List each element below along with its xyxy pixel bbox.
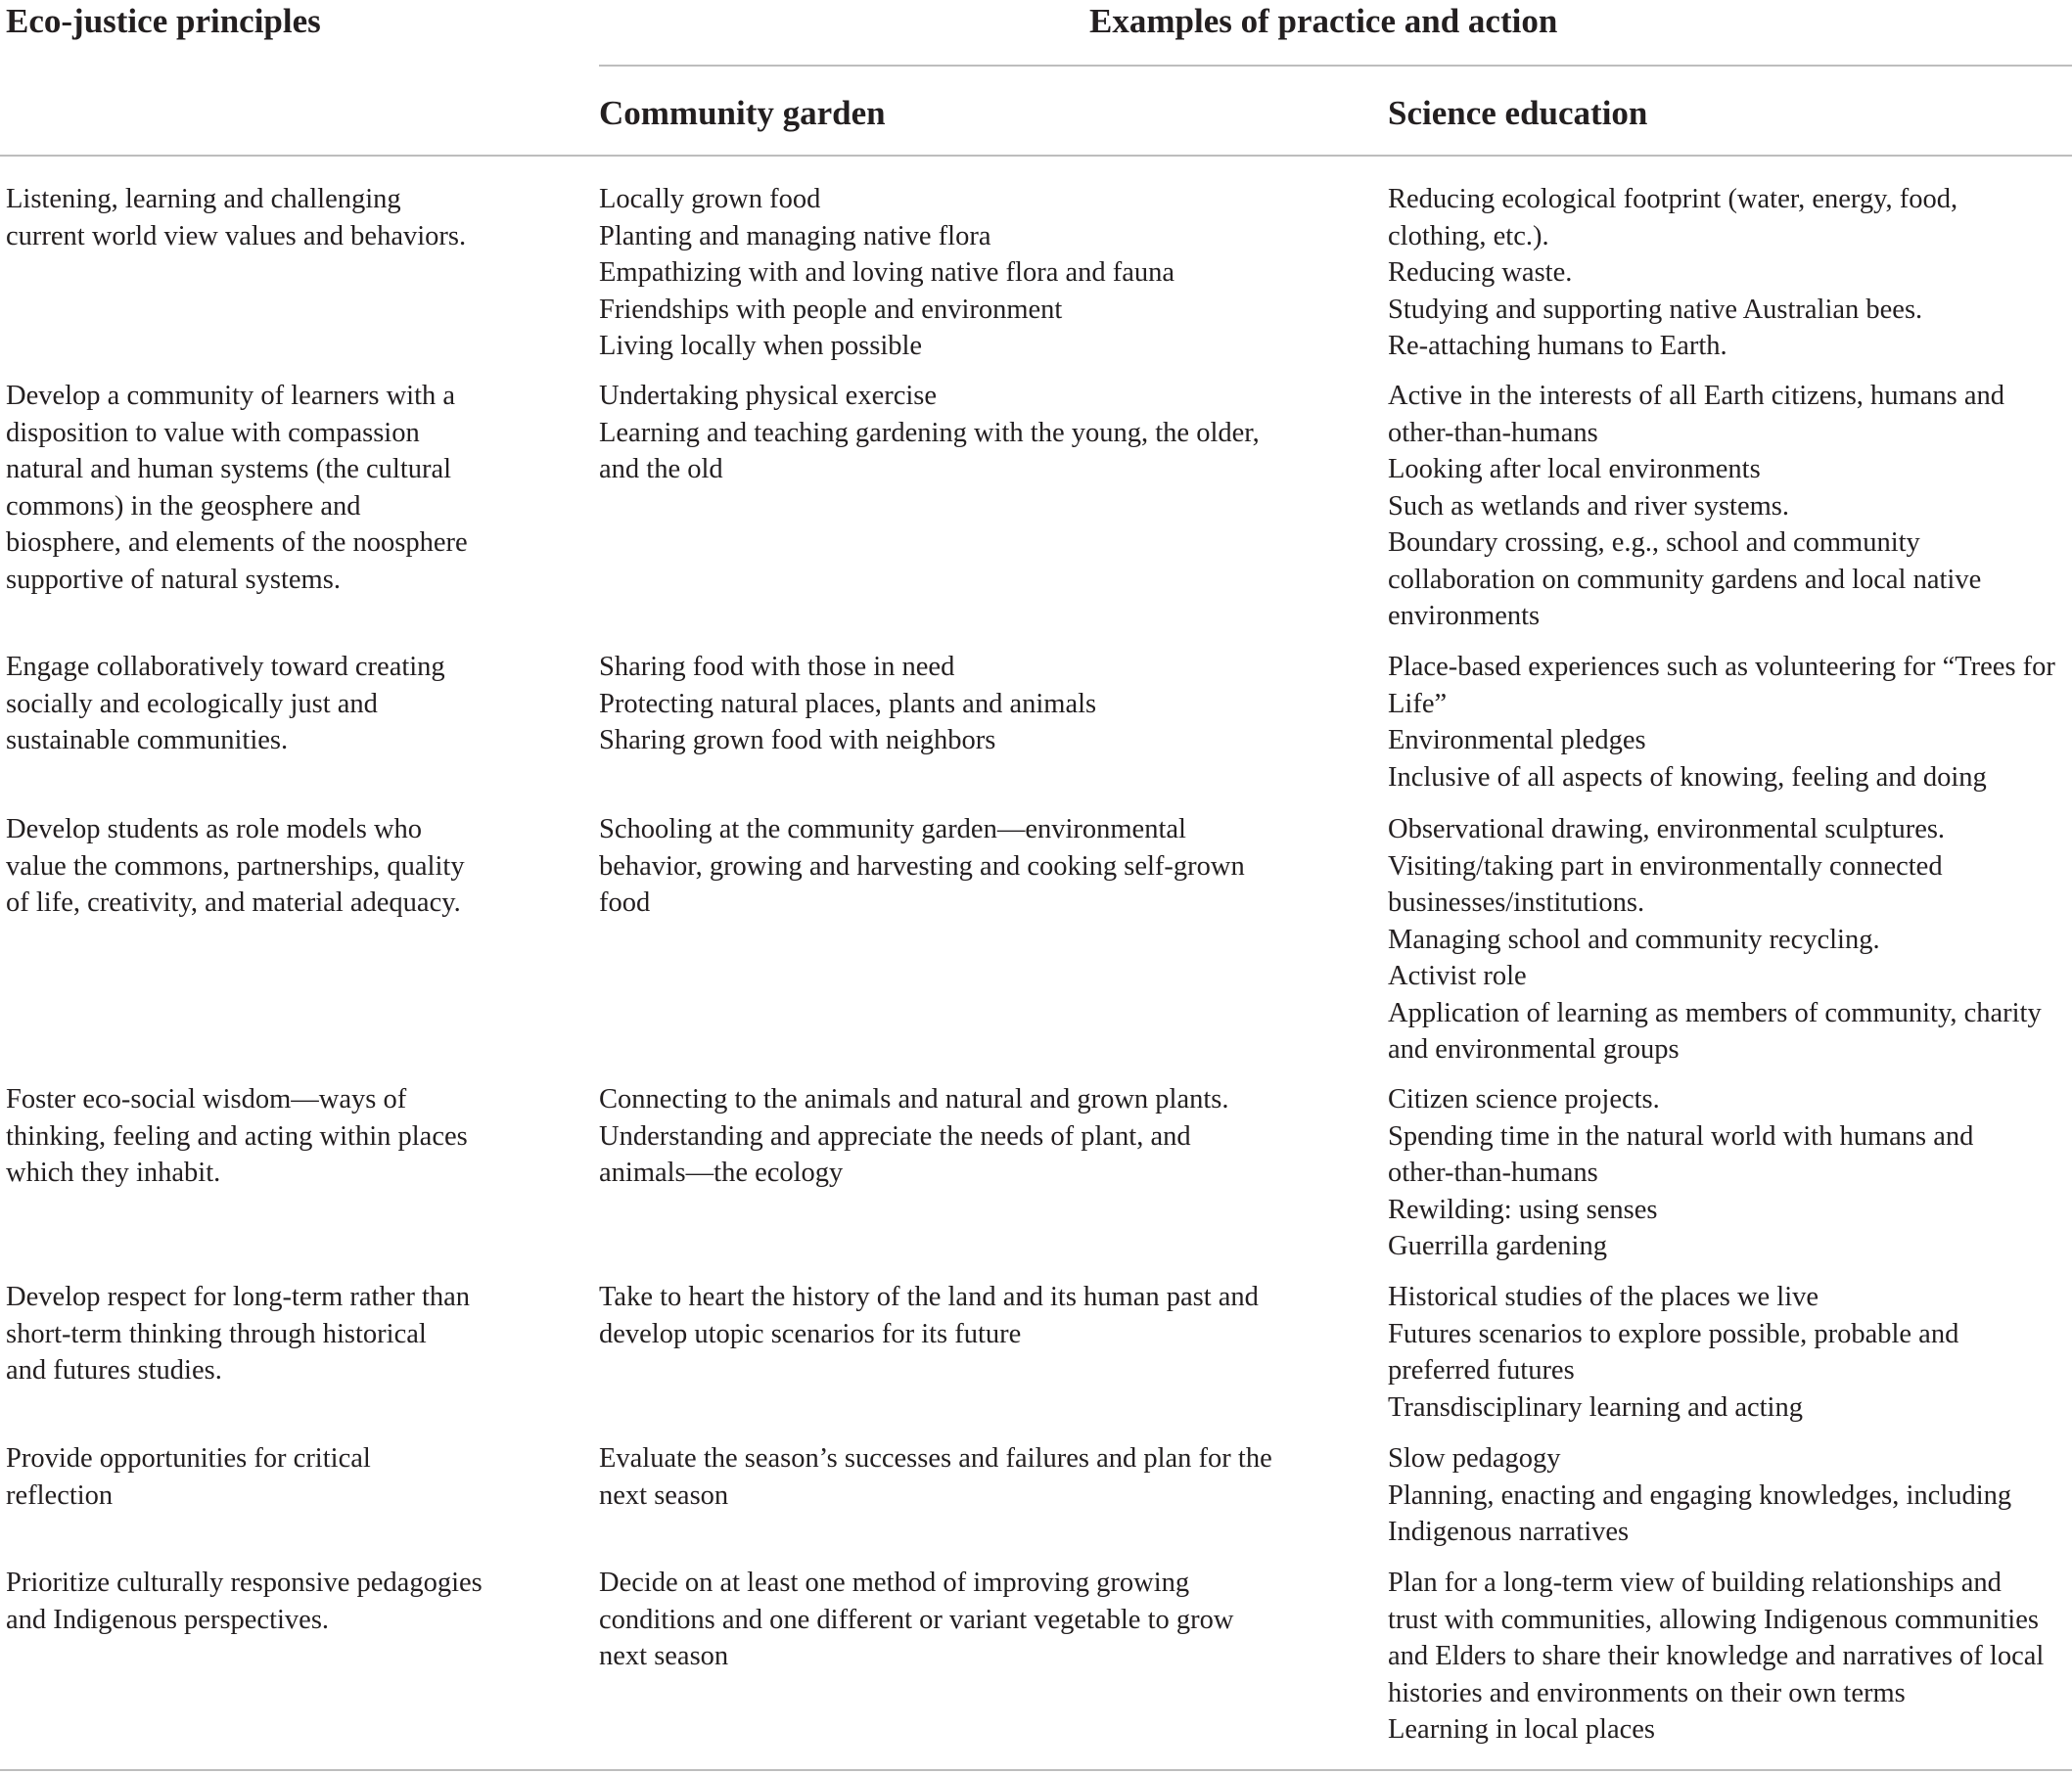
cell-line: Active in the interests of all Earth citizens, humans and xyxy=(1388,381,2004,411)
cell-line: which they inhabit. xyxy=(6,1158,221,1188)
cell-line: Decide on at least one method of improving growing xyxy=(599,1568,1190,1598)
cell-line: Studying and supporting native Australian bees. xyxy=(1388,294,1923,325)
cell-line: Listening, learning and challenging xyxy=(6,184,401,214)
cell-line: Friendships with people and environment xyxy=(599,294,1063,325)
cell-line: Visiting/taking part in environmentally connected xyxy=(1388,850,1943,882)
header-community-garden: Community garden xyxy=(599,94,886,132)
principle-cell xyxy=(6,811,465,922)
cell-line: Empathizing with and loving native flora and fauna xyxy=(599,257,1175,288)
cell-line: of life, creativity, and material adequacy. xyxy=(6,887,461,918)
cell-line: trust with communities, allowing Indigenous communities xyxy=(1388,1604,2039,1635)
cell-line: Futures scenarios to explore possible, probable and xyxy=(1388,1318,1959,1349)
cell-line: value the commons, partnerships, quality xyxy=(6,850,465,882)
cell-line: other-than-humans xyxy=(1388,417,1598,448)
cell-line: Sharing grown food with neighbors xyxy=(599,725,996,755)
cell-line: natural and human systems (the cultural xyxy=(6,454,452,484)
cell-line: short-term thinking through historical xyxy=(6,1318,427,1349)
principle-cell xyxy=(6,1440,371,1514)
cell-line: Such as wetlands and river systems. xyxy=(1388,490,1790,522)
cell-line: Inclusive of all aspects of knowing, feeling and doing xyxy=(1388,761,1987,793)
community-garden-cell xyxy=(599,378,1260,488)
cell-line: behavior, growing and harvesting and cooking self-grown xyxy=(599,850,1245,882)
cell-line: disposition to value with compassion xyxy=(6,417,420,448)
cell-line: Undertaking physical exercise xyxy=(599,381,938,411)
cell-line: current world view values and behaviors. xyxy=(6,220,467,251)
cell-line: Sharing food with those in need xyxy=(599,652,955,682)
principle-cell xyxy=(6,378,468,598)
cell-line: Re-attaching humans to Earth. xyxy=(1388,331,1727,361)
cell-line: Develop a community of learners with a xyxy=(6,381,456,411)
cell-line: and Elders to share their knowledge and narratives of local xyxy=(1388,1641,2045,1671)
cell-line: Slow pedagogy xyxy=(1388,1443,1561,1474)
cell-line: Locally grown food xyxy=(599,184,821,214)
science-education-cell xyxy=(1388,1565,2044,1749)
cell-line: Environmental pledges xyxy=(1388,725,1646,755)
principle-cell xyxy=(6,1279,470,1389)
cell-line: Activist role xyxy=(1388,961,1527,991)
cell-line: Citizen science projects. xyxy=(1388,1084,1660,1114)
cell-line: Evaluate the season’s successes and failures and plan for the xyxy=(599,1443,1272,1474)
community-garden-cell xyxy=(599,1279,1259,1352)
cell-line: next season xyxy=(599,1641,729,1671)
cell-line: Life” xyxy=(1388,688,1448,719)
science-education-cell xyxy=(1388,378,2004,635)
community-garden-cell xyxy=(599,181,1174,365)
principle-cell xyxy=(6,649,445,759)
cell-line: Living locally when possible xyxy=(599,331,923,361)
cell-line: Schooling at the community garden—environmental xyxy=(599,814,1186,844)
cell-line: Understanding and appreciate the needs of plant, and xyxy=(599,1120,1191,1152)
principle-cell xyxy=(6,181,466,254)
cell-line: Spending time in the natural world with humans and xyxy=(1388,1120,1974,1152)
cell-line: Place-based experiences such as volunteering for “Trees for xyxy=(1388,652,2055,682)
community-garden-cell xyxy=(599,811,1245,922)
cell-line: socially and ecologically just and xyxy=(6,688,378,719)
cell-line: Observational drawing, environmental sculptures. xyxy=(1388,814,1946,844)
cell-line: Learning and teaching gardening with the young, the older, xyxy=(599,417,1260,448)
cell-line: Connecting to the animals and natural and grown plants. xyxy=(599,1084,1229,1114)
community-garden-cell xyxy=(599,1440,1272,1514)
cell-line: Guerrilla gardening xyxy=(1388,1231,1607,1261)
header-span-rule xyxy=(599,65,2072,67)
cell-line: Rewilding: using senses xyxy=(1388,1194,1658,1225)
cell-line: supportive of natural systems. xyxy=(6,564,341,595)
cell-line: Planning, enacting and engaging knowledges, including xyxy=(1388,1479,2012,1511)
cell-line: Planting and managing native flora xyxy=(599,220,991,251)
cell-line: Plan for a long-term view of building relationships and xyxy=(1388,1568,2002,1598)
principle-cell xyxy=(6,1081,468,1192)
header-science-education: Science education xyxy=(1388,94,1648,132)
header-principles: Eco-justice principles xyxy=(6,2,321,40)
cell-line: Boundary crossing, e.g., school and community xyxy=(1388,527,1920,558)
cell-line: sustainable communities. xyxy=(6,725,289,755)
cell-line: histories and environments on their own terms xyxy=(1388,1677,1906,1708)
community-garden-cell xyxy=(599,1565,1233,1675)
cell-line: Transdisciplinary learning and acting xyxy=(1388,1391,1803,1423)
cell-line: develop utopic scenarios for its future xyxy=(599,1318,1022,1349)
cell-line: Develop students as role models who xyxy=(6,814,423,844)
header-examples: Examples of practice and action xyxy=(1089,2,1558,40)
cell-line: and the old xyxy=(599,454,723,484)
cell-line: Develop respect for long-term rather than xyxy=(6,1282,471,1312)
cell-line: Prioritize culturally responsive pedagogies xyxy=(6,1568,483,1598)
cell-line: Provide opportunities for critical xyxy=(6,1443,371,1474)
table-bottom-rule xyxy=(0,1769,2072,1771)
cell-line: other-than-humans xyxy=(1388,1158,1598,1188)
cell-line: animals—the ecology xyxy=(599,1158,844,1188)
cell-line: and Indigenous perspectives. xyxy=(6,1604,330,1635)
cell-line: food xyxy=(599,887,651,918)
cell-line: environments xyxy=(1388,601,1541,631)
science-education-cell xyxy=(1388,1081,1973,1265)
science-education-cell xyxy=(1388,181,1957,365)
cell-line: thinking, feeling and acting within places xyxy=(6,1120,468,1152)
cell-line: conditions and one different or variant vegetable to grow xyxy=(599,1604,1234,1635)
cell-line: reflection xyxy=(6,1479,114,1511)
cell-line: and futures studies. xyxy=(6,1355,222,1386)
cell-line: preferred futures xyxy=(1388,1355,1575,1386)
cell-line: Foster eco-social wisdom—ways of xyxy=(6,1084,407,1114)
cell-line: Historical studies of the places we live xyxy=(1388,1282,1819,1312)
cell-line: collaboration on community gardens and local native xyxy=(1388,564,1982,595)
cell-line: Managing school and community recycling. xyxy=(1388,924,1880,955)
cell-line: Engage collaboratively toward creating xyxy=(6,652,445,682)
community-garden-cell xyxy=(599,649,1096,759)
header-bottom-rule xyxy=(0,155,2072,157)
cell-line: Reducing ecological footprint (water, energy, food, xyxy=(1388,184,1958,214)
science-education-cell xyxy=(1388,1440,2011,1551)
cell-line: businesses/institutions. xyxy=(1388,887,1645,918)
cell-line: next season xyxy=(599,1479,729,1511)
cell-line: Reducing waste. xyxy=(1388,257,1573,288)
cell-line: Application of learning as members of community, charity xyxy=(1388,997,2042,1028)
science-education-cell xyxy=(1388,649,2055,796)
cell-line: commons) in the geosphere and xyxy=(6,490,361,522)
science-education-cell xyxy=(1388,811,2042,1069)
cell-line: Indigenous narratives xyxy=(1388,1517,1630,1547)
science-education-cell xyxy=(1388,1279,1958,1426)
cell-line: and environmental groups xyxy=(1388,1034,1680,1065)
cell-line: Looking after local environments xyxy=(1388,454,1761,484)
cell-line: biosphere, and elements of the noosphere xyxy=(6,527,468,558)
cell-line: Learning in local places xyxy=(1388,1714,1656,1745)
community-garden-cell xyxy=(599,1081,1228,1192)
cell-line: Take to heart the history of the land and its human past and xyxy=(599,1282,1259,1312)
cell-line: clothing, etc.). xyxy=(1388,220,1549,251)
cell-line: Protecting natural places, plants and animals xyxy=(599,688,1097,719)
principle-cell xyxy=(6,1565,483,1638)
